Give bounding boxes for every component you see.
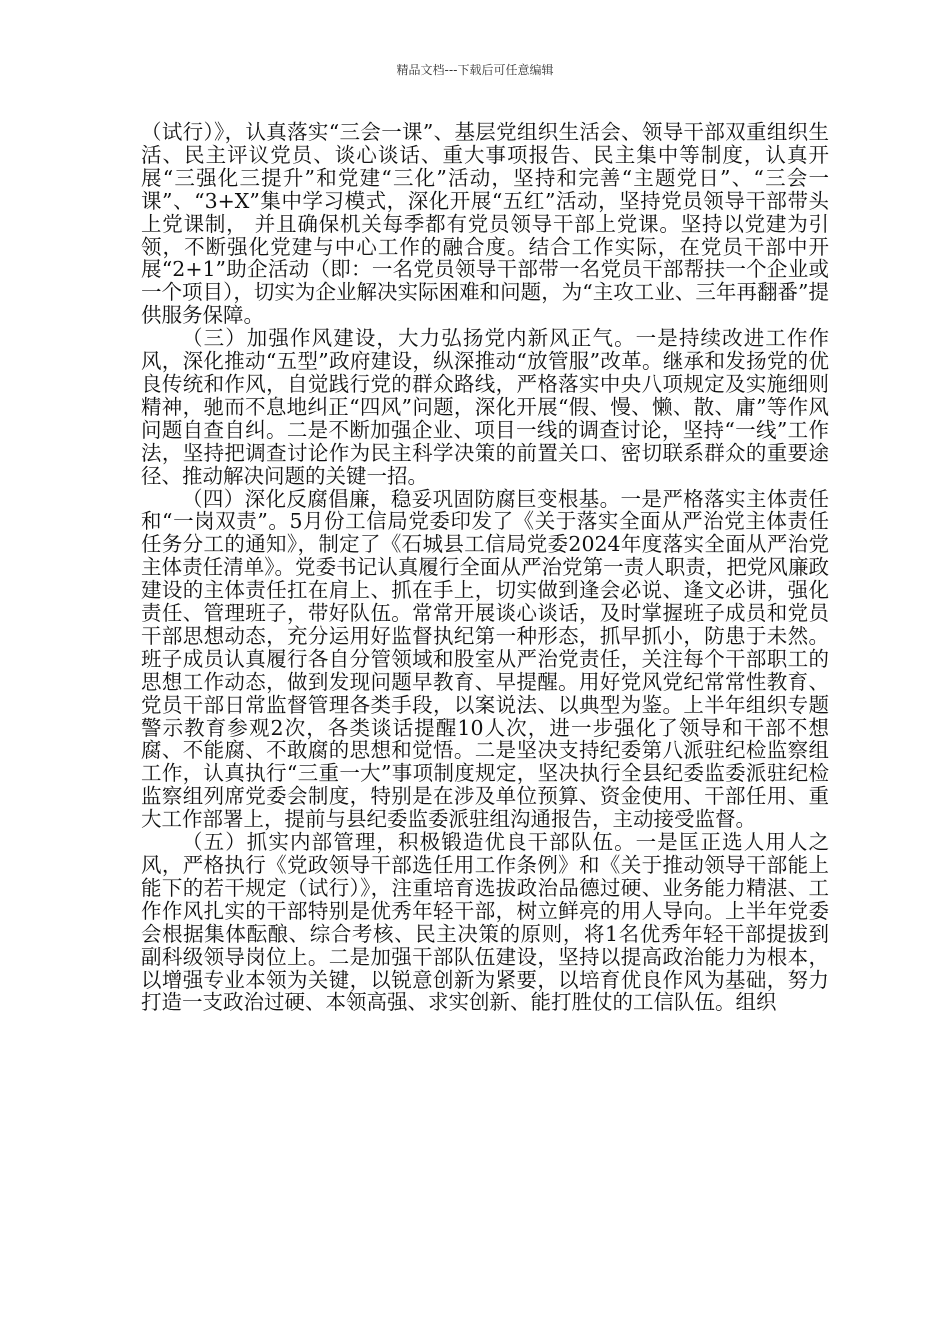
document-body: [141, 121, 829, 1014]
paragraph-section-four: （四）深化反腐倡廉，稳妥巩固防腐巨变根基。一是严格落实主体责任和“一岗双责”。5月份工信局党委印发了《关于落实全面从严治党主体责任任务分工的通知》，制定了《石城县工信局党委2024年度落实全面从严治党主体责任清单》。党委书记认真履行全面从严治党第一责人职责，把党风廉政建设的主体责任扛在肩上、抓在手上，切实做到逢会必说、逢文必讲，强化责任、管理班子，带好队伍。常常开展谈心谈话，及时掌握班子成员和党员干部思想动态，充分运用好监督执纪第一种形态，抓早抓小，防患于未然。班子成员认真履行各自分管领域和股室从严治党责任，关注每个干部职工的思想工作动态，做到发现问题早教育、早提醒。用好党风党纪常常性教育、党员干部日常监督管理各类手段，以案说法、以典型为鉴。上半年组织专题警示教育参观2次，各类谈话提醒10人次，进一步强化了领导和干部不想腐、不能腐、不敢腐的思想和觉悟。二是坚决支持纪委第八派驻纪检监察组工作，认真执行“三重一大”事项制度规定，坚决执行全县纪委监委派驻纪检监察组列席党委会制度，特别是在涉及单位预算、资金使用、干部任用、重大工作部署上，提前与县纪委监委派驻组沟通报告，主动接受监督。: [141, 486, 829, 832]
page-header: 精品文档---下载后可任意编辑: [396, 63, 554, 77]
paragraph-section-three: （三）加强作风建设，大力弘扬党内新风正气。一是持续改进工作作风，深化推动“五型”政府建设，纵深推动“放管服”改革。继承和发扬党的优良传统和作风，自觉践行党的群众路线，严格落实中央八项规定及实施细则精神，驰而不息地纠正“四风”问题，深化开展“假、慢、懒、散、庸”等作风问题自查自纠。二是不断加强企业、项目一线的调查讨论，坚持“一线”工作法，坚持把调查讨论作为民主科学决策的前置关口、密切联系群众的重要途径、推动解决问题的关键一招。: [141, 326, 829, 488]
paragraph-section-five: （五）抓实内部管理，积极锻造优良干部队伍。一是匡正选人用人之风，严格执行《党政领导干部选任用工作条例》和《关于推动领导干部能上能下的若干规定（试行）》，注重培育选拔政治品德过硬、业务能力精湛、工作作风扎实的干部特别是优秀年轻干部，树立鲜亮的用人导向。上半年党委会根据集体酝酿、综合考核、民主决策的原则，将1名优秀年轻干部提拔到副科级领导岗位上。二是加强干部队伍建设，坚持以提高政治能力为根本，以增强专业本领为关键，以锐意创新为紧要，以培育优良作风为基础，努力打造一支政治过硬、本领高强、求实创新、能打胜仗的工信队伍。组织: [141, 830, 829, 1015]
paragraph-continued: （试行）》，认真落实“三会一课”、基层党组织生活会、领导干部双重组织生活、民主评议党员、谈心谈话、重大事项报告、民主集中等制度，认真开展“三强化三提升”和党建“三化”活动，坚持和完善“主题党日”、“三会一课”、“3+X”集中学习模式，深化开展“五红”活动，坚持党员领导干部带头上党课制， 并且确保机关每季都有党员领导干部上党课。坚持以党建为引领，不断强化党建与中心工作的融合度。结合工作实际，在党员干部中开展“2+1”助企活动（即：一名党员领导干部带一名党员干部帮扶一个企业或一个项目），切实为企业解决实际困难和问题，为“主攻工业、三年再翻番”提供服务保障。: [141, 120, 829, 328]
